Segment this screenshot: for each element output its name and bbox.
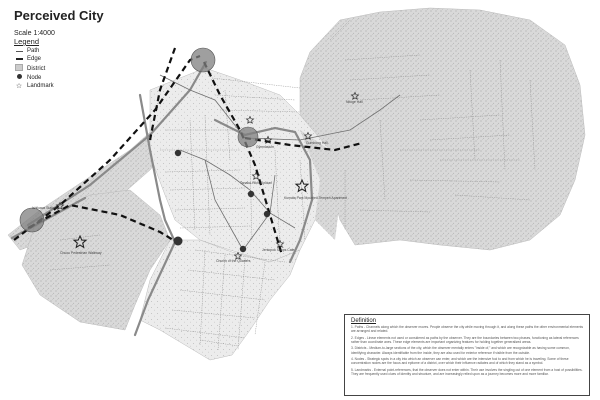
major-node-north bbox=[191, 48, 215, 72]
label-center: Tanaka-Hikhi Ryokan bbox=[240, 181, 273, 185]
legend-item-node bbox=[14, 74, 54, 82]
node-dot-icon bbox=[14, 74, 24, 82]
node bbox=[174, 237, 183, 246]
legend-item-path bbox=[14, 47, 54, 55]
definition-box bbox=[344, 314, 590, 396]
legend-item-edge bbox=[14, 55, 54, 63]
path-line-icon bbox=[14, 47, 24, 55]
label-center-north: Gymnasium bbox=[256, 145, 275, 149]
label-center-east: Kumata Park Mounted Tempeh Apartment bbox=[284, 196, 348, 200]
label-northeast: Nitoge Hall bbox=[346, 100, 363, 104]
map-title: Perceived City bbox=[14, 8, 104, 23]
landmark-star-icon: ☆ bbox=[15, 82, 23, 90]
label-east: Gumbong Hall bbox=[306, 141, 328, 145]
node bbox=[248, 191, 254, 197]
legend-label: Path bbox=[27, 48, 40, 55]
edge-line-icon bbox=[14, 55, 24, 63]
district-northeast bbox=[300, 8, 585, 250]
map-scale: Scale 1:4000 bbox=[14, 30, 55, 37]
definition-paths: 1. Paths - Channels along which the observer moves. People observe the city while moving through it, and along these paths the other environmental elements are arranged and related. bbox=[351, 325, 584, 334]
legend-item-district bbox=[14, 64, 54, 74]
legend-label: Landmark bbox=[27, 83, 54, 90]
definition-nodes: 4. Nodes - Strategic spots in a city into which an observer can enter, and which are the intensive foci to and from which he is traveling. Some of these concentration nodes are the focus and epitome of a district, over which their influence radiates and of which they stand as a symbol. bbox=[351, 357, 569, 366]
definition-title: Definition bbox=[351, 318, 377, 324]
definition-landmarks: 5. Landmarks - External point-references, that the observer does not enter within. Their use involves the singling out of one element from a host of possibilities. They are frequently used clues of identity and structure, and are increasingly relied upon as a journey becomes more and more familiar. bbox=[351, 367, 583, 376]
label-south-center: Church of the Quarters bbox=[216, 259, 251, 263]
legend bbox=[14, 38, 54, 90]
legend-item-landmark bbox=[14, 82, 54, 90]
label-west: Ishikawa Station bbox=[32, 206, 57, 210]
definition-edges: 2. Edges - Linear elements not used or considered as paths by the observer. They are the boundaries between two phases, functioning as lateral references rather than coordinate axes. These edge elements are important organizing features for holding together generalized areas. bbox=[351, 335, 579, 344]
node bbox=[175, 150, 181, 156]
major-node-west bbox=[20, 208, 44, 232]
legend-label: District bbox=[27, 65, 46, 72]
node bbox=[240, 246, 246, 252]
legend-title: Legend bbox=[14, 37, 40, 46]
definition-districts: 3. Districts - Medium-to-large sections of the city, which the observer mentally enters "inside of," and which are recognizable as having some common, identifying character. Always identifiable from the inside, they are also used for exterior reference if visible from the outside. bbox=[351, 346, 570, 355]
legend-label: Edge bbox=[27, 56, 42, 63]
label-south-east: Jentopok Shops Cafe bbox=[262, 248, 295, 252]
legend-label: Node bbox=[27, 74, 42, 81]
major-node-center bbox=[238, 127, 258, 147]
label-southwest: Chuou Pedestrian Walkway bbox=[60, 251, 102, 255]
node bbox=[264, 211, 270, 217]
district-swatch-icon bbox=[14, 64, 24, 74]
